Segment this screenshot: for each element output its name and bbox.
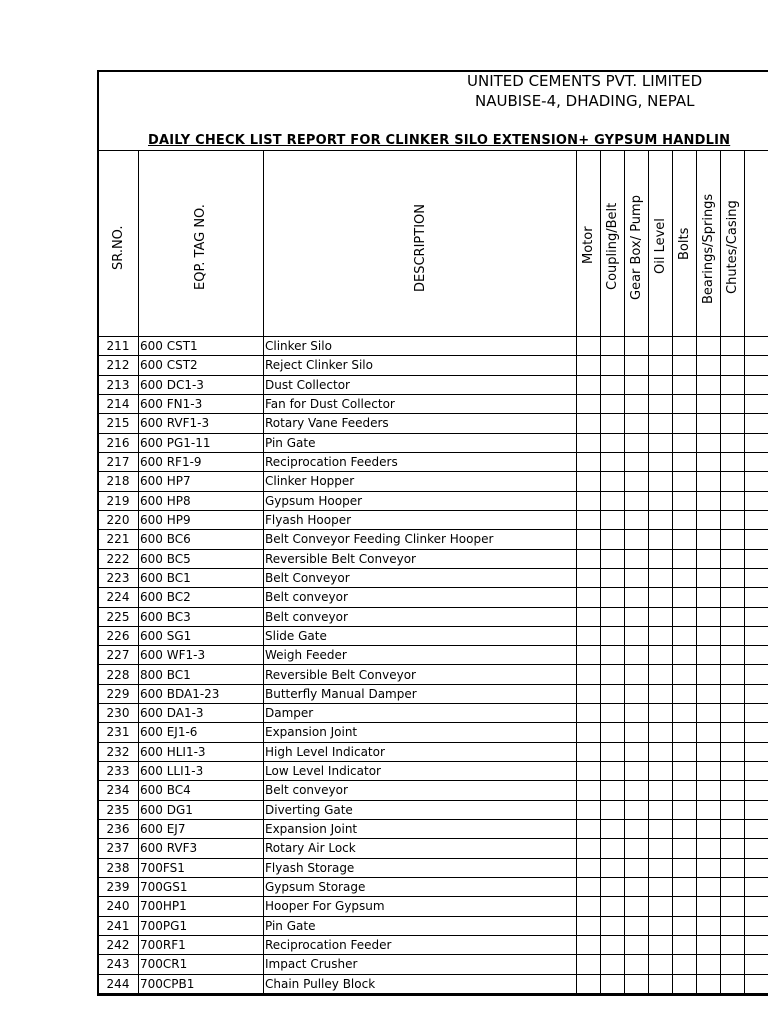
cell-sr-no: 214: [106, 396, 130, 411]
table-row: [97, 975, 768, 994]
table-row: [97, 743, 768, 762]
cell-sr-no: 228: [106, 667, 130, 682]
table-row: [97, 492, 768, 511]
cell-sr-no: 219: [106, 493, 130, 508]
header-tag-no: EQP. TAG NO.: [193, 204, 208, 290]
cell-description: Pin Gate: [265, 918, 316, 933]
cell-tag-no: 600 CST2: [140, 358, 198, 373]
cell-tag-no: 800 BC1: [140, 667, 191, 682]
cell-sr-no: 242: [106, 938, 130, 953]
cell-description: Hooper For Gypsum: [265, 899, 385, 914]
table-row: [97, 453, 768, 472]
table-row: [97, 511, 768, 530]
cell-description: Clinker Hopper: [265, 474, 355, 489]
cell-description: Reject Clinker Silo: [265, 358, 373, 373]
header-coupling-belt: Coupling/Belt: [605, 202, 620, 290]
header-oil-level: Oil Level: [653, 218, 668, 274]
cell-tag-no: 700RF1: [140, 938, 186, 953]
table-row: [97, 917, 768, 936]
cell-tag-no: 600 EJ7: [140, 822, 186, 837]
table-row: [97, 666, 768, 685]
header-bearings-springs: Bearings/Springs: [701, 193, 716, 304]
table-row: [97, 414, 768, 433]
cell-sr-no: 232: [106, 744, 130, 759]
cell-description: Reversible Belt Conveyor: [265, 551, 416, 566]
table-row: [97, 395, 768, 414]
table-row: [97, 762, 768, 781]
cell-description: Reciprocation Feeder: [265, 938, 392, 953]
cell-description: Belt conveyor: [265, 609, 348, 624]
table-row: [97, 704, 768, 723]
cell-tag-no: 600 RVF3: [140, 841, 198, 856]
cell-description: Butterfly Manual Damper: [265, 686, 417, 701]
cell-sr-no: 234: [106, 783, 130, 798]
cell-tag-no: 600 PG1-11: [140, 435, 211, 450]
table-row: [97, 801, 768, 820]
cell-tag-no: 600 DC1-3: [140, 377, 204, 392]
table-row: [97, 859, 768, 878]
table-row: [97, 685, 768, 704]
cell-sr-no: 215: [106, 416, 130, 431]
cell-tag-no: 600 FN1-3: [140, 396, 203, 411]
cell-tag-no: 600 EJ1-6: [140, 725, 198, 740]
cell-sr-no: 223: [106, 570, 130, 585]
cell-tag-no: 700PG1: [140, 918, 188, 933]
cell-sr-no: 239: [106, 880, 130, 895]
cell-tag-no: 700CR1: [140, 957, 188, 972]
header-bolts: Bolts: [677, 227, 692, 260]
cell-sr-no: 221: [106, 532, 130, 547]
cell-sr-no: 213: [106, 377, 130, 392]
cell-description: Belt Conveyor Feeding Clinker Hooper: [265, 532, 494, 547]
cell-description: Dust Collector: [265, 377, 350, 392]
cell-description: Flyash Storage: [265, 860, 355, 875]
cell-description: Expansion Joint: [265, 822, 358, 837]
cell-description: Gypsum Storage: [265, 880, 366, 895]
cell-description: Low Level Indicator: [265, 764, 381, 779]
table-row: [97, 936, 768, 955]
table-row: [97, 588, 768, 607]
cell-sr-no: 224: [106, 590, 130, 605]
cell-sr-no: 244: [106, 976, 130, 991]
sheet-bottom-border: [97, 994, 768, 996]
cell-sr-no: 241: [106, 918, 130, 933]
cell-tag-no: 600 DA1-3: [140, 706, 204, 721]
cell-description: Belt conveyor: [265, 783, 348, 798]
cell-description: Damper: [265, 706, 314, 721]
cell-tag-no: 600 HP9: [140, 512, 191, 527]
cell-tag-no: 600 BC2: [140, 590, 191, 605]
cell-tag-no: 600 HP8: [140, 493, 191, 508]
table-row: [97, 569, 768, 588]
table-row: [97, 472, 768, 491]
cell-description: Rotary Air Lock: [265, 841, 356, 856]
header-description: DESCRIPTION: [413, 204, 428, 292]
header-motor: Motor: [581, 226, 596, 264]
cell-sr-no: 231: [106, 725, 130, 740]
cell-tag-no: 600 LLI1-3: [140, 764, 204, 779]
cell-description: Pin Gate: [265, 435, 316, 450]
cell-tag-no: 600 BC3: [140, 609, 191, 624]
table-row: [97, 376, 768, 395]
cell-sr-no: 220: [106, 512, 130, 527]
cell-tag-no: 700FS1: [140, 860, 185, 875]
cell-sr-no: 240: [106, 899, 130, 914]
cell-description: Belt conveyor: [265, 590, 348, 605]
cell-tag-no: 600 RF1-9: [140, 454, 202, 469]
cell-tag-no: 600 BC4: [140, 783, 191, 798]
header-divider: [97, 150, 768, 151]
checklist-sheet: [97, 70, 768, 996]
cell-description: Impact Crusher: [265, 957, 358, 972]
cell-tag-no: 600 DG1: [140, 802, 193, 817]
table-row: [97, 839, 768, 858]
table-row: [97, 550, 768, 569]
table-row: [97, 337, 768, 356]
cell-tag-no: 600 BDA1-23: [140, 686, 220, 701]
cell-sr-no: 225: [106, 609, 130, 624]
cell-description: Expansion Joint: [265, 725, 358, 740]
cell-description: Clinker Silo: [265, 339, 332, 353]
cell-description: High Level Indicator: [265, 744, 385, 759]
cell-description: Fan for Dust Collector: [265, 396, 395, 411]
table-row: [97, 608, 768, 627]
table-row: [97, 878, 768, 897]
cell-description: Gypsum Hooper: [265, 493, 363, 508]
cell-description: Chain Pulley Block: [265, 976, 376, 991]
table-row: [97, 530, 768, 549]
company-address: NAUBISE-4, DHADING, NEPAL: [475, 92, 695, 110]
cell-description: Flyash Hooper: [265, 512, 352, 527]
cell-sr-no: 235: [106, 802, 130, 817]
table-row: [97, 781, 768, 800]
cell-description: Belt Conveyor: [265, 570, 350, 585]
cell-sr-no: 218: [106, 474, 130, 489]
cell-tag-no: 600 HLI1-3: [140, 744, 206, 759]
cell-tag-no: 600 WF1-3: [140, 648, 206, 663]
cell-tag-no: 600 BC1: [140, 570, 191, 585]
cell-sr-no: 211: [106, 339, 130, 353]
header-sr-no: SR.NO.: [111, 225, 126, 270]
cell-sr-no: 227: [106, 648, 130, 663]
cell-description: Rotary Vane Feeders: [265, 416, 389, 431]
cell-description: Weigh Feeder: [265, 648, 347, 663]
header-gearbox-pump: Gear Box/ Pump: [629, 195, 644, 300]
cell-tag-no: 600 BC5: [140, 551, 191, 566]
cell-tag-no: 600 SG1: [140, 628, 192, 643]
cell-sr-no: 236: [106, 822, 130, 837]
cell-sr-no: 233: [106, 764, 130, 779]
cell-tag-no: 600 CST1: [140, 339, 198, 353]
cell-sr-no: 222: [106, 551, 130, 566]
cell-tag-no: 700HP1: [140, 899, 187, 914]
cell-sr-no: 216: [106, 435, 130, 450]
report-title: DAILY CHECK LIST REPORT FOR CLINKER SILO EXTENSION+ GYPSUM HANDLIN: [148, 133, 731, 148]
cell-sr-no: 238: [106, 860, 130, 875]
cell-tag-no: 700CPB1: [140, 976, 195, 991]
cell-description: Diverting Gate: [265, 802, 353, 817]
cell-description: Reciprocation Feeders: [265, 454, 398, 469]
cell-tag-no: 600 BC6: [140, 532, 191, 547]
table-row: [97, 955, 768, 974]
cell-sr-no: 229: [106, 686, 130, 701]
cell-sr-no: 217: [106, 454, 130, 469]
cell-tag-no: 600 HP7: [140, 474, 191, 489]
cell-tag-no: 600 RVF1-3: [140, 416, 210, 431]
table-row: [97, 897, 768, 916]
cell-tag-no: 700GS1: [140, 880, 188, 895]
table-row: [97, 723, 768, 742]
cell-sr-no: 237: [106, 841, 130, 856]
cell-description: Slide Gate: [265, 628, 327, 643]
company-name: UNITED CEMENTS PVT. LIMITED: [467, 72, 703, 90]
cell-description: Reversible Belt Conveyor: [265, 667, 416, 682]
cell-sr-no: 230: [106, 706, 130, 721]
cell-sr-no: 212: [106, 358, 130, 373]
cell-sr-no: 226: [106, 628, 130, 643]
table-row: [97, 646, 768, 665]
cell-sr-no: 243: [106, 957, 130, 972]
table-row: [97, 820, 768, 839]
header-chutes-casing: Chutes/Casing: [725, 200, 740, 294]
table-row: [97, 434, 768, 453]
table-row: [97, 356, 768, 375]
table-row: [97, 627, 768, 646]
